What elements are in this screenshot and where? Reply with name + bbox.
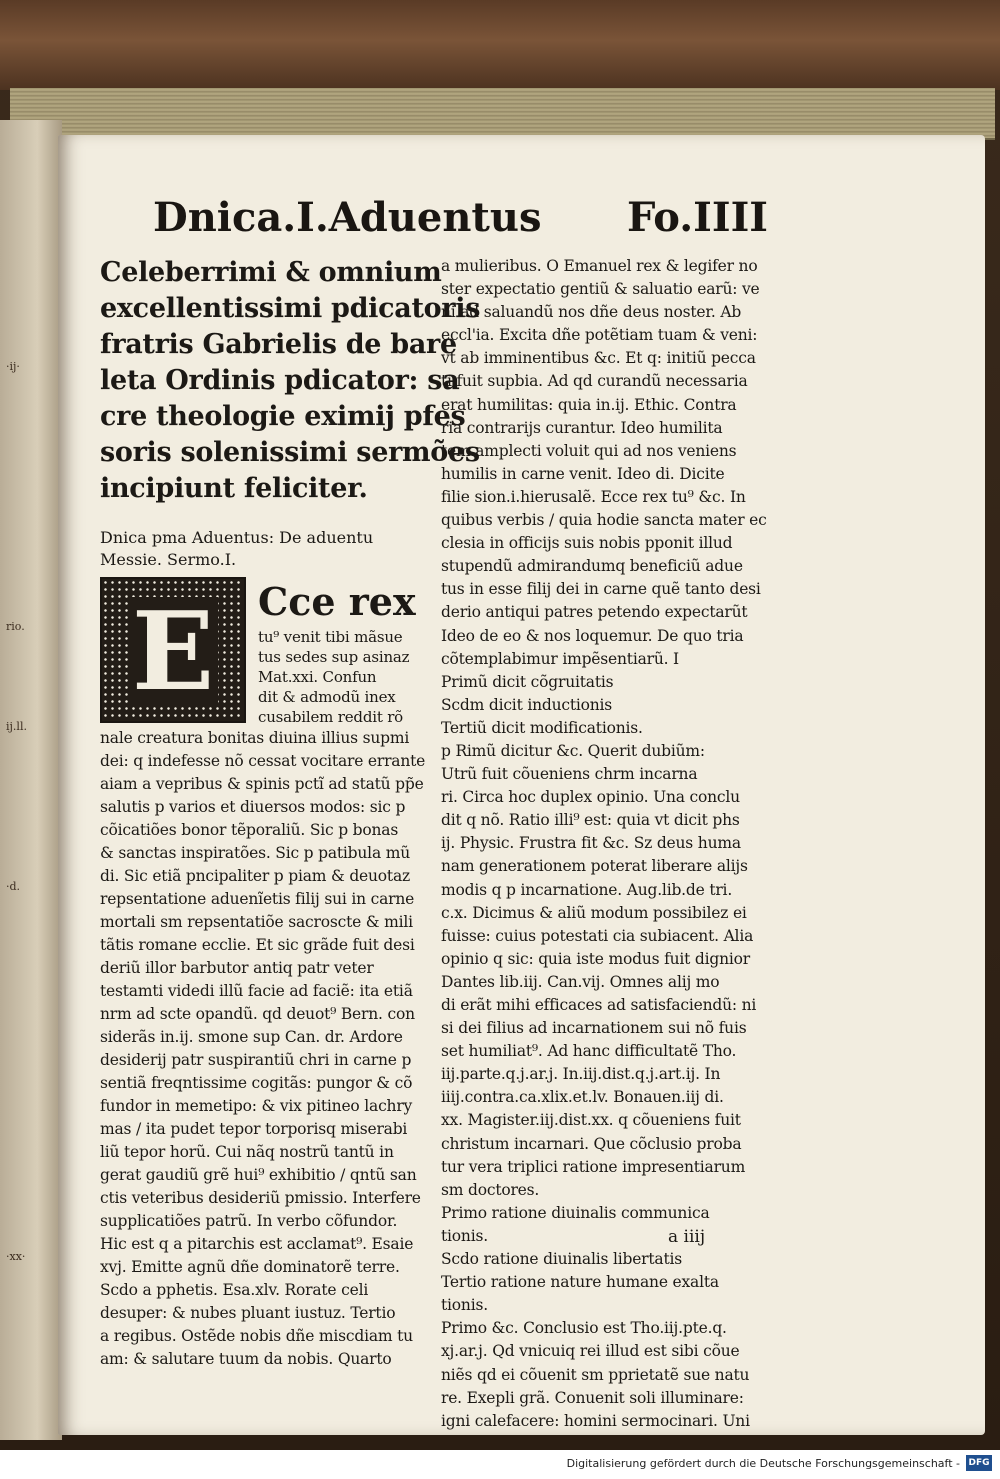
text-line: eccl'ia. Excita dñe potẽtiam tuam & veni:: [441, 326, 758, 345]
right-column: [441, 255, 771, 1433]
text-line: tem amplecti voluit qui ad nos veniens: [441, 441, 737, 460]
text-line: christum incarnari. Que cõclusio proba: [441, 1134, 742, 1153]
text-line: quibus verbis / quia hodie sancta mater ec: [441, 511, 767, 530]
initial-block: [100, 577, 430, 727]
running-head-right: Fo.IIII: [627, 194, 768, 241]
text-line: erat humilitas: quia in.ij. Ethic. Contra: [441, 395, 737, 414]
left-body-text: [100, 727, 430, 1371]
text-line: Scdo ratione diuinalis libertatis: [441, 1250, 682, 1269]
text-line: modis q p incarnatione. Aug.lib.de tri.: [441, 880, 733, 899]
page-edges: [10, 88, 995, 140]
text-line: nale creatura bonitas diuina illius supmi: [100, 729, 410, 747]
text-line: tionis.: [441, 1226, 488, 1245]
text-line: di. Sic etiã pncipaliter p piam & deuotaz: [100, 867, 410, 885]
text-line: desuper: & nubes pluant iustuz. Tertio: [100, 1304, 396, 1322]
sermon-subheading: [100, 527, 430, 571]
text-line: liũ tepor horũ. Cui nãq nostrũ tantũ in: [100, 1143, 394, 1161]
text-line: niẽs qd ei cõuenit sm pprietatẽ sue natu: [441, 1365, 750, 1384]
margin-mark: ·d.: [6, 880, 21, 893]
text-line: fuisse: cuius potestati cia subiacent. Alia: [441, 926, 754, 945]
book-cover-edge: [0, 0, 1000, 90]
incipit-words: Cce rex: [258, 579, 416, 624]
text-line: salutis p varios et diuersos modos: sic p: [100, 798, 406, 816]
title-line: cre theologie eximij pfes: [100, 401, 466, 432]
decorated-initial: [100, 577, 246, 723]
previous-page-strip: [0, 120, 62, 1440]
margin-mark: ·ij·: [6, 360, 20, 373]
text-line: testamti videdi illũ facie ad faciẽ: ita etiã: [100, 982, 413, 1000]
funding-note: Digitalisierung gefördert durch die Deutsche Forschungsgemeinschaft -: [566, 1457, 960, 1470]
text-line: cõtemplabimur impẽsentiarũ. I: [441, 649, 679, 668]
text-line: derio antiqui patres petendo expectarũt: [441, 603, 748, 622]
subheading-line: Dnica pma Aduentus: De aduentu: [100, 528, 374, 547]
text-line: tãtis romane ecclie. Et sic grãde fuit desi: [100, 936, 415, 954]
text-line: mortali sm repsentatiõe sacroscte & mili: [100, 913, 413, 931]
title-line: incipiunt feliciter.: [100, 473, 368, 504]
title-line: soris solenissimi sermões: [100, 437, 480, 468]
text-line: dei: q indefesse nõ cessat vocitare errante: [100, 752, 426, 770]
subheading-line: Messie. Sermo.I.: [100, 550, 237, 569]
text-line: Mat.xxi. Confun: [258, 668, 377, 686]
text-line: repsentatione aduenĩetis filij sui in carne: [100, 890, 415, 908]
dfg-logo: DFG: [966, 1455, 992, 1471]
text-line: tionis.: [441, 1296, 488, 1315]
text-line: am: & salutare tuum da nobis. Quarto: [100, 1350, 392, 1368]
text-line: humilis in carne venit. Ideo di. Dicite: [441, 464, 725, 483]
text-line: iij.parte.q.j.ar.j. In.iij.dist.q.j.art.ij. In: [441, 1065, 721, 1084]
text-line: xvj. Emitte agnũ dñe dominatorẽ terre.: [100, 1258, 400, 1276]
initial-side-text: [258, 577, 433, 727]
text-line: ctis veteribus desideriũ pmissio. Interfere: [100, 1189, 421, 1207]
margin-mark: rio.: [6, 620, 25, 633]
text-line: a regibus. Ostẽde nobis dñe miscdiam tu: [100, 1327, 413, 1345]
text-line: Scdm dicit inductionis: [441, 695, 613, 714]
title-line: fratris Gabrielis de bare: [100, 329, 457, 360]
title-line: leta Ordinis pdicator: sa: [100, 365, 460, 396]
text-line: a mulieribus. O Emanuel rex & legifer no: [441, 257, 758, 275]
text-line: ria contrarijs curantur. Ideo humilita: [441, 418, 723, 437]
text-line: set humiliat⁹. Ad hanc difficultatẽ Tho.: [441, 1042, 737, 1061]
text-line: Ideo de eo & nos loquemur. De quo tria: [441, 626, 744, 645]
text-line: tur vera triplici ratione impresentiarum: [441, 1157, 746, 1176]
text-line: tus in esse filij dei in carne quẽ tanto desi: [441, 580, 761, 599]
text-line: di erãt mihi efficaces ad satisfaciendũ: ni: [441, 996, 757, 1014]
text-line: opinio q sic: quia iste modus fuit dignior: [441, 949, 751, 968]
text-line: Primo &c. Conclusio est Tho.iij.pte.q.: [441, 1319, 727, 1338]
initial-letter: E: [128, 597, 218, 707]
text-line: deriũ illor barbutor antiq patr veter: [100, 959, 374, 977]
text-line: Scdo a pphetis. Esa.xlv. Rorate celi: [100, 1281, 369, 1299]
text-line: ri. Circa hoc duplex opinio. Una conclu: [441, 788, 740, 807]
text-line: clesia in officijs suis nobis pponit illud: [441, 534, 733, 553]
text-line: nrm ad scte opandũ. qd deuot⁹ Bern. con: [100, 1005, 415, 1023]
text-line: tu⁹ venit tibi mãsue: [258, 628, 403, 646]
text-line: dit & admodũ inex: [258, 688, 396, 706]
text-line: & sanctas inspiratões. Sic p patibula mũ: [100, 844, 410, 862]
text-line: Primo ratione diuinalis communica: [441, 1203, 710, 1222]
footer-bar: [0, 1450, 1000, 1479]
text-line: gerat gaudiũ grẽ hui⁹ exhibitio / qntũ san: [100, 1166, 417, 1184]
book-page: [58, 135, 985, 1435]
text-line: desiderij patr suspirantiũ chri in carne p: [100, 1051, 412, 1069]
text-line: Tertiũ dicit modificationis.: [441, 718, 643, 737]
text-line: aiam a vepribus & spinis pctĩ ad statũ pp̃e: [100, 775, 424, 793]
text-line: tus sedes sup asinaz: [258, 648, 410, 666]
text-line: Dantes lib.iij. Can.vij. Omnes alij mo: [441, 972, 720, 991]
text-line: Utrũ fuit cõueniens chrm incarna: [441, 765, 698, 784]
text-line: ti fuit supbia. Ad qd curandũ necessaria: [441, 372, 748, 391]
text-line: siderãs in.ij. smone sup Can. dr. Ardore: [100, 1028, 403, 1046]
text-line: xj.ar.j. Qd vnicuiq rei illud est sibi cõue: [441, 1342, 740, 1361]
text-line: cõicatiões bonor tẽporaliũ. Sic p bonas: [100, 821, 399, 839]
text-line: xx. Magister.iij.dist.xx. q cõueniens fuit: [441, 1111, 741, 1130]
text-line: cusabilem reddit rõ: [258, 708, 404, 726]
text-line: re. Exepli grã. Conuenit soli illuminare:: [441, 1388, 744, 1407]
text-line: ni ad saluandũ nos dñe deus noster. Ab: [441, 303, 742, 322]
running-head-left: Dnica.I.Aduentus: [153, 194, 542, 241]
text-line: p Rimũ dicitur &c. Querit dubiũm:: [441, 741, 705, 760]
text-line: Tertio ratione nature humane exalta: [441, 1273, 719, 1292]
text-line: sm doctores.: [441, 1180, 540, 1199]
text-line: c.x. Dicimus & aliũ modum possibilez ei: [441, 903, 747, 922]
text-line: ij. Physic. Frustra fit &c. Sz deus huma: [441, 834, 741, 853]
text-line: stupendũ admirandumq beneficiũ adue: [441, 557, 743, 576]
text-line: sentiã freqntissime cogitãs: pungor & cõ: [100, 1074, 413, 1092]
text-line: si dei filius ad incarnationem sui nõ fuis: [441, 1019, 747, 1038]
title-line: excellentissimi pdicatoris: [100, 293, 481, 324]
text-line: dit q nõ. Ratio illi⁹ est: quia vt dicit phs: [441, 811, 740, 830]
text-line: nam generationem poterat liberare alijs: [441, 857, 748, 876]
text-line: Hic est q a pitarchis est acclamat⁹. Esaie: [100, 1235, 414, 1253]
text-line: vt ab imminentibus &c. Et q: initiũ pecca: [441, 349, 756, 368]
text-line: iiij.contra.ca.xlix.et.lv. Bonauen.iij di.: [441, 1088, 724, 1107]
text-line: filie sion.i.hierusalẽ. Ecce rex tu⁹ &c. In: [441, 487, 746, 506]
margin-mark: ij.ll.: [6, 720, 27, 733]
sermon-title: [100, 255, 481, 507]
text-line: supplicatiões patrũ. In verbo cõfundor.: [100, 1212, 398, 1230]
text-line: mas / ita pudet tepor torporisq miserabi: [100, 1120, 408, 1138]
text-line: Primũ dicit cõgruitatis: [441, 672, 614, 691]
signature-mark: a iiij: [668, 1227, 706, 1247]
text-line: fundor in memetipo: & vix pitineo lachry: [100, 1097, 413, 1115]
margin-mark: ·xx·: [6, 1250, 26, 1263]
text-line: ster expectatio gentiũ & saluatio earũ: ve: [441, 280, 760, 299]
text-line: igni calefacere: homini sermocinari. Uni: [441, 1411, 750, 1430]
title-line: Celeberrimi & omnium: [100, 257, 442, 288]
